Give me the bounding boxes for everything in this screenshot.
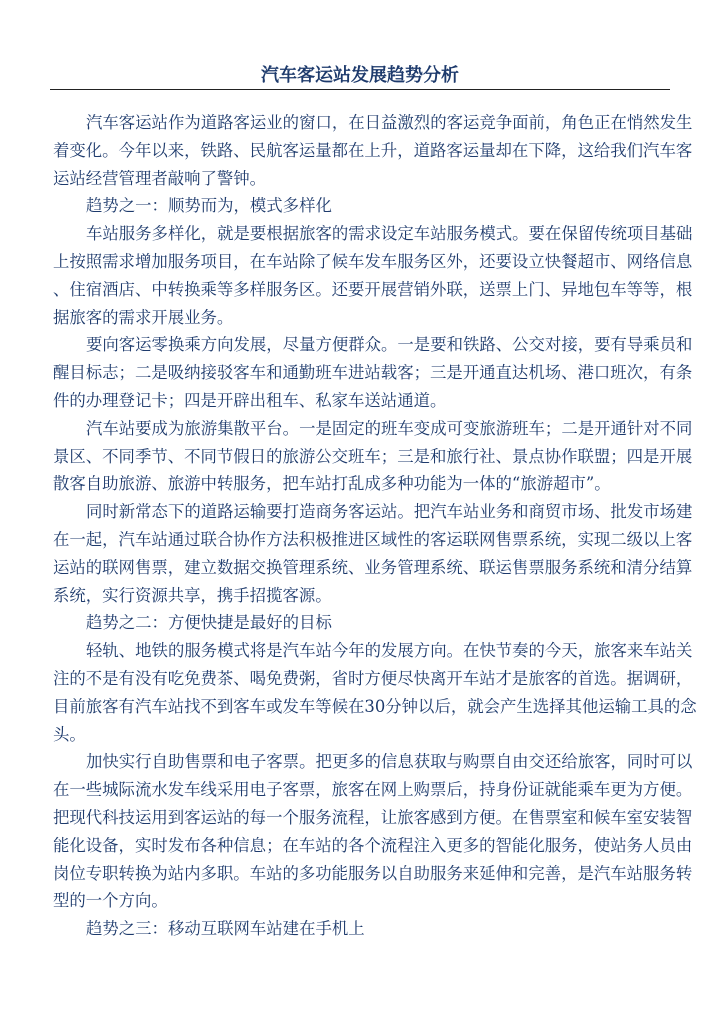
text-line: 在一些城际流水发车线采用电子客票，旅客在网上购票后，持身份证就能乘车更为方便。 [53,780,693,800]
text-line: 景区、不同季节、不同节假日的旅游公交班车；三是和旅行社、景点协作联盟；四是开展 [53,446,693,466]
section-heading [53,609,668,637]
text-line: 在一起，汽车站通过联合协作方法积极推进区域性的客运联网售票系统，实现二级以上客 [53,529,693,549]
text-line: 能化设备，实时发布各种信息；在车站的各个流程注入更多的智能化服务，使站务人员由 [53,835,693,855]
text-line: 趋势之二：方便快捷是最好的目标 [86,613,332,633]
text-line: 据旅客的需求开展业务。 [53,307,234,327]
text-line: 头。 [53,724,86,744]
text-line: 轻轨、地铁的服务模式将是汽车站今年的发展方向。在快节奏的今天，旅客来车站关 [86,641,693,661]
text-line: 同时新常态下的道路运输要打造商务客运站。把汽车站业务和商贸市场、批发市场建 [86,502,693,522]
text-line: 上按照需求增加服务项目，在车站除了候车发车服务区外，还要设立快餐超市、网络信息 [53,251,693,271]
paragraph [53,498,693,609]
paragraph [53,109,693,192]
text-line: 把现代科技运用到客运站的每一个服务流程，让旅客感到方便。在售票室和候车室安装智 [53,807,693,827]
section-heading [53,192,668,220]
text-line: 目前旅客有汽车站找不到客车或发车等候在30分钟以后，就会产生选择其他运输工具的念 [53,696,697,716]
title-divider [50,89,670,90]
document-title: 汽车客运站发展趋势分析 [261,65,459,86]
paragraph [53,637,697,748]
text-line: 运站经营管理者敲响了警钟。 [53,168,267,188]
text-line: 岗位专职转换为站内多职。车站的多功能服务以自助服务来延伸和完善，是汽车站服务转 [53,863,693,883]
text-line: 汽车客运站作为道路客运业的窗口，在日益激烈的客运竞争面前，角色正在悄然发生 [86,113,693,132]
text-line: 醒目标志；二是吸纳接驳客车和通勤班车进站载客；三是开通直达机场、港口班次，有条 [53,363,693,383]
text-line: 加快实行自助售票和电子客票。把更多的信息获取与购票自由交还给旅客，同时可以 [86,752,693,772]
text-line: 趋势之一：顺势而为，模式多样化 [86,196,332,216]
text-line: 、住宿酒店、中转换乘等多样服务区。还要开展营销外联，送票上门、异地包车等等，根 [53,279,693,299]
document-body [53,109,697,943]
text-line: 运站的联网售票，建立数据交换管理系统、业务管理系统、联运售票服务系统和清分结算 [53,557,693,577]
text-line: 趋势之三：移动互联网车站建在手机上 [86,919,365,939]
text-line: 汽车站要成为旅游集散平台。一是固定的班车变成可变旅游班车；二是开通针对不同 [86,418,693,438]
paragraph [53,748,693,915]
text-line: 着变化。今年以来，铁路、民航客运量都在上升，道路客运量却在下降，这给我们汽车客 [53,140,693,160]
paragraph [53,220,693,331]
text-line: 型的一个方向。 [53,891,168,911]
paragraph [53,331,693,414]
text-line: 散客自助旅游、旅游中转服务，把车站打乱成多种功能为一体的“旅游超市”。 [53,474,611,494]
text-line: 注的不是有没有吃免费茶、喝免费粥，省时方便尽快离开车站才是旅客的首选。据调研， [53,668,693,688]
text-line: 件的办理登记卡；四是开辟出租车、私家车送站通道。 [53,390,447,410]
text-line: 要向客运零换乘方向发展，尽量方便群众。一是要和铁路、公交对接，要有导乘员和 [86,335,693,355]
text-line: 系统，实行资源共享，携手招揽客源。 [53,585,332,605]
text-line: 车站服务多样化，就是要根据旅客的需求设定车站服务模式。要在保留传统项目基础 [86,224,693,244]
section-heading [53,915,668,943]
paragraph [53,415,693,498]
